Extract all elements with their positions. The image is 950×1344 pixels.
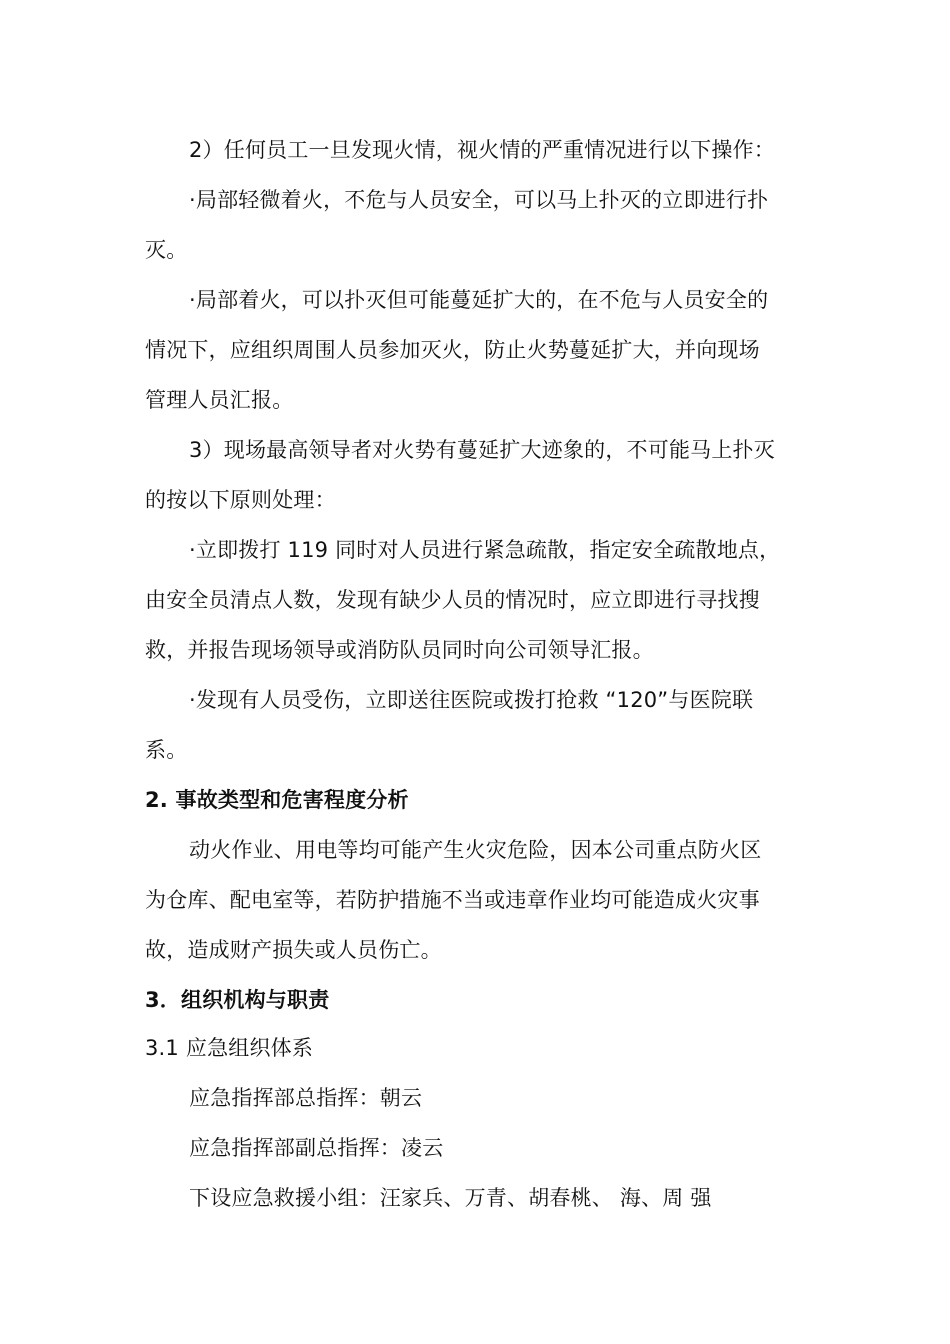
section-heading: 3．组织机构与职责	[145, 988, 330, 1012]
paragraph-line: 系。	[145, 738, 188, 762]
paragraph-line: 应急指挥部总指挥：朝云	[189, 1086, 423, 1110]
paragraph-line: 救，并报告现场领导或消防队员同时向公司领导汇报。	[145, 638, 654, 662]
paragraph-line: 2）任何员工一旦发现火情，视火情的严重情况进行以下操作：	[189, 138, 775, 162]
paragraph-line: 灭。	[145, 238, 188, 262]
paragraph-line: 应急指挥部副总指挥：凌云	[189, 1136, 444, 1160]
section-heading: 2. 事故类型和危害程度分析	[145, 788, 409, 812]
paragraph-line: ·发现有人员受伤，立即送往医院或拨打抢救 “120”与医院联	[189, 688, 754, 712]
paragraph-line: 由安全员清点人数，发现有缺少人员的情况时，应立即进行寻找搜	[145, 588, 760, 612]
paragraph-line: 3）现场最高领导者对火势有蔓延扩大迹象的，不可能马上扑灭	[189, 438, 775, 462]
paragraph-line: ·局部轻微着火，不危与人员安全，可以马上扑灭的立即进行扑	[189, 188, 769, 212]
paragraph-line: 动火作业、用电等均可能产生火灾危险，因本公司重点防火区	[189, 838, 762, 862]
paragraph-line: ·局部着火，可以扑灭但可能蔓延扩大的，在不危与人员安全的	[189, 288, 769, 312]
subsection-heading: 3.1 应急组织体系	[145, 1036, 314, 1060]
paragraph-line: 管理人员汇报。	[145, 388, 294, 412]
paragraph-line: 的按以下原则处理：	[145, 488, 336, 512]
paragraph-line: ·立即拨打 119 同时对人员进行紧急疏散，指定安全疏散地点，	[189, 538, 781, 562]
paragraph-line: 故，造成财产损失或人员伤亡。	[145, 938, 442, 962]
paragraph-line: 为仓库、配电室等，若防护措施不当或违章作业均可能造成火灾事	[145, 888, 760, 912]
paragraph-line: 情况下，应组织周围人员参加灭火，防止火势蔓延扩大，并向现场	[145, 338, 760, 362]
paragraph-line: 下设应急救援小组：汪家兵、万青、胡春桃、 海、周 强	[189, 1186, 712, 1210]
